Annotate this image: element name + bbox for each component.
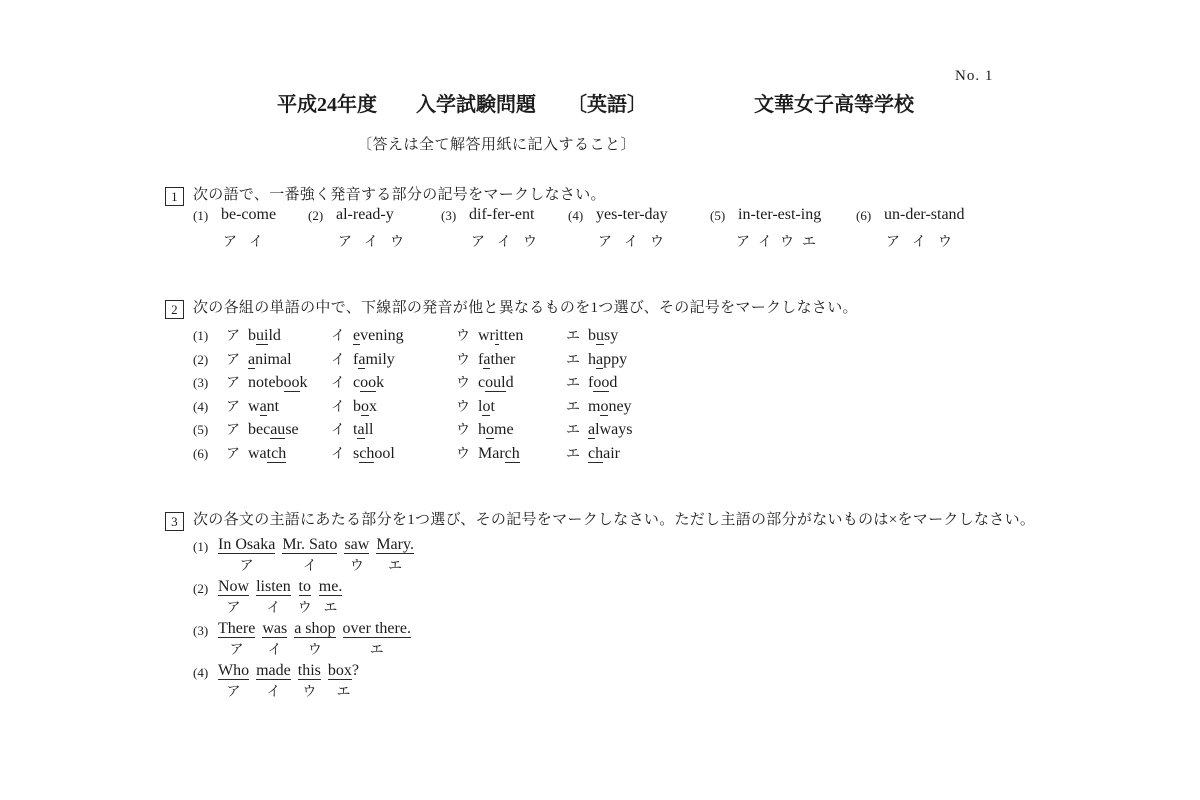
page-number: No. 1	[955, 68, 994, 84]
choice-mark: ア	[471, 235, 485, 250]
sentence-item	[193, 536, 421, 577]
sentence-segment	[282, 536, 337, 577]
word-option	[331, 443, 456, 463]
word-suffix: me	[494, 421, 514, 438]
choice-mark: ウ	[456, 446, 470, 462]
section3-number-box: 3	[165, 512, 184, 531]
syllabified-word: yes-ter-day	[596, 206, 668, 223]
underlined-segment: Mr. Sato	[282, 536, 338, 553]
choice-marks-row	[598, 231, 710, 251]
choice-mark: ウ	[456, 352, 470, 368]
word-suffix: d	[505, 374, 514, 391]
choice-mark: ア	[226, 399, 240, 415]
word-option	[456, 372, 566, 392]
word-suffix: k	[299, 374, 308, 391]
choice-mark: イ	[331, 376, 345, 391]
word-suffix: ther	[490, 350, 516, 368]
sentence-item	[193, 578, 421, 619]
choice-mark: エ	[566, 446, 580, 462]
choice-mark: ウ	[523, 235, 537, 250]
choice-mark: ア	[736, 235, 750, 250]
underlined-segment: In Osaka	[218, 536, 276, 553]
segment-text-line	[218, 578, 249, 596]
word-suffix: sy	[604, 327, 619, 344]
sentence-segment	[218, 578, 249, 619]
underlined-letters: au	[270, 421, 286, 438]
choice-mark: イ	[267, 643, 282, 658]
choice-mark: ア	[239, 559, 254, 574]
choice-marks-row	[223, 231, 308, 251]
choice-mark: ア	[226, 329, 240, 344]
underlined-segment: listen	[256, 578, 291, 595]
choice-mark: ア	[223, 235, 237, 250]
option-word	[353, 374, 384, 392]
choice-mark: ウ	[456, 329, 470, 344]
word-prefix: wr	[478, 327, 495, 344]
word-prefix: c	[478, 374, 486, 391]
underlined-letters: a	[483, 350, 491, 368]
sentence-segment	[328, 662, 359, 703]
underlined-letters: ui	[256, 327, 269, 344]
word-suffix: mily	[365, 350, 395, 368]
word-suffix: d	[609, 374, 618, 391]
choice-mark: ウ	[302, 685, 317, 700]
option-word	[478, 421, 514, 439]
choice-mark: イ	[331, 329, 345, 344]
sentence-segment	[256, 578, 291, 619]
choice-mark: イ	[331, 423, 345, 438]
stress-item-word-line	[856, 206, 965, 224]
choice-mark: エ	[566, 376, 580, 391]
choice-mark: ウ	[390, 235, 404, 250]
choice-mark: ア	[226, 446, 240, 462]
word-prefix: s	[353, 444, 360, 462]
item-number: (3)	[441, 208, 457, 223]
segment-text-line	[218, 536, 275, 554]
choice-mark: イ	[266, 601, 281, 616]
underlined-letters: u	[596, 327, 604, 344]
underlined-letters: oo	[283, 374, 300, 391]
item-number: (6)	[193, 445, 209, 461]
option-word	[248, 445, 286, 463]
stress-item	[856, 206, 965, 251]
underlined-letters: tch	[266, 444, 287, 462]
word-suffix: ool	[374, 444, 395, 462]
word-suffix: vening	[360, 327, 404, 344]
choice-mark: ウ	[307, 643, 322, 658]
choice-mark: ア	[886, 235, 900, 250]
exam-subject: 〔英語〕	[567, 94, 647, 116]
choice-mark: イ	[266, 685, 281, 700]
word-option	[566, 325, 632, 345]
word-prefix: noteb	[248, 374, 284, 391]
choice-mark: イ	[302, 559, 317, 574]
section2-instruction: 次の各組の単語の中で、下線部の発音が他と異なるものを1つ選び、その記号をマークしなさい。	[193, 300, 858, 316]
choice-mark: ウ	[938, 235, 952, 250]
choice-mark: イ	[331, 399, 345, 415]
item-number: (4)	[568, 208, 584, 223]
sentence-segment	[218, 662, 249, 703]
segment-text-line	[256, 578, 291, 596]
word-prefix: c	[353, 374, 361, 391]
word-suffix: se	[285, 421, 299, 438]
option-word	[478, 445, 520, 463]
segment-text-line	[218, 662, 249, 680]
choice-mark: イ	[331, 446, 345, 462]
choice-mark: ア	[226, 423, 240, 438]
word-suffix: air	[603, 444, 620, 462]
sentence-segment	[298, 662, 321, 703]
syllabified-word: un-der-stand	[884, 206, 965, 223]
underlined-letters: a	[596, 350, 604, 368]
word-prefix: w	[248, 397, 260, 415]
sentence-segment	[298, 578, 312, 619]
segment-text-line	[298, 662, 321, 680]
item-number: (3)	[193, 623, 209, 638]
option-word	[353, 445, 395, 463]
choice-marks-row	[338, 231, 441, 251]
option-word	[588, 445, 620, 463]
section1-number-box: 1	[165, 187, 184, 206]
word-option	[226, 443, 331, 463]
item-number: (2)	[193, 581, 209, 596]
stress-item-word-line	[568, 206, 710, 224]
underlined-letters: ch	[504, 444, 520, 462]
underlined-letters: a	[248, 350, 256, 368]
word-suffix: x	[369, 397, 377, 415]
underlined-segment: saw	[344, 536, 370, 553]
choice-mark: エ	[566, 352, 580, 368]
stress-item-word-line	[193, 206, 308, 224]
section3-items	[193, 536, 421, 704]
item-number: (6)	[856, 208, 872, 223]
underlined-segment: Mary.	[376, 536, 414, 553]
stress-item-word-line	[441, 206, 568, 224]
underlined-letters: a	[259, 397, 267, 415]
underlined-letters: o	[361, 397, 369, 415]
choice-marks-row	[886, 231, 965, 251]
choice-mark: イ	[331, 352, 345, 368]
exam-title: 入学試験問題	[416, 94, 536, 116]
school-name: 文華女子高等学校	[754, 94, 914, 116]
underlined-segment: this	[297, 662, 321, 679]
segment-text-line	[218, 620, 255, 638]
section3-header	[165, 508, 1035, 531]
exam-year: 平成24年度	[277, 94, 377, 116]
section3-instruction: 次の各文の主語にあたる部分を1つ選び、その記号をマークしなさい。ただし主語の部分がないものは×をマークしなさい。	[193, 512, 1036, 528]
sentence-segment	[319, 578, 343, 619]
answer-instruction-note: 〔答えは全て解答用紙に記入すること〕	[357, 137, 637, 153]
stress-item	[193, 206, 308, 251]
word-prefix: l	[478, 397, 483, 415]
section1-items	[193, 206, 965, 251]
word-option	[226, 419, 331, 439]
item-number: (1)	[193, 539, 209, 554]
word-prefix: wa	[248, 444, 267, 462]
word-suffix: k	[376, 374, 385, 391]
word-option	[566, 372, 632, 392]
choice-mark: エ	[566, 399, 580, 415]
word-option	[331, 396, 456, 416]
word-option	[456, 349, 566, 369]
choice-mark: エ	[566, 423, 580, 438]
word-prefix: b	[588, 327, 596, 344]
word-suffix: ney	[608, 397, 632, 415]
word-option	[226, 325, 331, 345]
option-word	[353, 351, 395, 369]
word-suffix: nt	[266, 397, 280, 415]
word-option	[456, 325, 566, 345]
choice-mark: エ	[323, 601, 338, 616]
underlined-letters: oo	[360, 374, 377, 391]
option-word	[588, 374, 617, 392]
word-suffix: ld	[268, 327, 281, 344]
underlined-letters: a	[357, 421, 365, 438]
choice-mark: ウ	[349, 559, 364, 574]
segment-text-line	[319, 578, 343, 596]
underlined-letters: oo	[593, 374, 610, 391]
option-word	[478, 351, 515, 369]
item-number: (4)	[193, 398, 209, 414]
word-suffix: nimal	[255, 350, 292, 368]
sentence-segment	[344, 536, 369, 577]
word-suffix: t	[490, 397, 495, 415]
sentence-item	[193, 620, 421, 661]
choice-mark: イ	[624, 235, 638, 250]
underlined-letters: i	[494, 327, 500, 344]
pronunciation-row	[193, 419, 632, 443]
underlined-segment: Who	[218, 662, 250, 679]
choice-mark: イ	[249, 235, 263, 250]
word-option	[456, 443, 566, 463]
choice-mark: エ	[369, 643, 384, 658]
sentence-segment	[343, 620, 411, 661]
underlined-letters: ch	[359, 444, 375, 462]
segment-text-line	[299, 578, 311, 596]
section2-rows	[193, 325, 632, 466]
word-option	[456, 396, 566, 416]
segment-text-line	[256, 662, 291, 680]
pronunciation-row	[193, 396, 632, 420]
choice-mark: エ	[388, 559, 403, 574]
item-number: (1)	[193, 208, 209, 223]
sentence-segment	[256, 662, 291, 703]
pronunciation-row	[193, 325, 632, 349]
choice-mark: イ	[912, 235, 926, 250]
word-prefix: h	[478, 421, 486, 438]
choice-mark: エ	[336, 685, 351, 700]
word-option	[456, 419, 566, 439]
syllabified-word: dif-fer-ent	[469, 206, 535, 223]
item-number: (5)	[193, 422, 209, 437]
word-prefix: m	[588, 397, 601, 415]
pronunciation-row	[193, 372, 632, 396]
underlined-segment: made	[256, 662, 291, 679]
word-option	[226, 372, 331, 392]
stress-item	[308, 206, 441, 251]
segmented-sentence	[218, 662, 366, 703]
underlined-segment: There	[218, 620, 256, 637]
word-suffix: ll	[364, 421, 374, 438]
underlined-segment: me.	[318, 578, 343, 595]
underlined-letters: a	[358, 350, 366, 368]
word-prefix: b	[248, 327, 256, 344]
choice-mark: ウ	[456, 376, 470, 391]
underlined-segment: to	[298, 578, 311, 595]
underlined-segment: was	[262, 620, 288, 637]
option-word	[248, 398, 279, 416]
choice-mark: イ	[364, 235, 378, 250]
sentence-item	[193, 662, 421, 703]
segment-text-line	[328, 662, 359, 680]
item-number: (3)	[193, 375, 209, 390]
underlined-segment: a shop	[294, 620, 336, 637]
choice-marks-row	[736, 231, 856, 251]
item-number: (1)	[193, 328, 209, 343]
syllabified-word: be-come	[221, 206, 277, 223]
underlined-letters: o	[600, 397, 609, 415]
word-option	[566, 419, 632, 439]
option-word	[353, 398, 377, 416]
choice-mark: ウ	[456, 399, 470, 415]
underlined-letters: o	[482, 397, 491, 415]
exam-header	[277, 88, 914, 117]
underlined-segment: over there.	[342, 620, 411, 637]
choice-mark: ア	[229, 643, 244, 658]
underlined-letters: e	[353, 327, 361, 344]
word-prefix: f	[353, 350, 359, 368]
stress-item	[568, 206, 710, 251]
word-suffix: lways	[595, 421, 633, 438]
item-number: (5)	[710, 208, 726, 223]
word-prefix: t	[353, 421, 358, 438]
segmented-sentence	[218, 578, 349, 619]
option-word	[588, 327, 618, 345]
underlined-letters: ch	[588, 444, 604, 462]
stress-item-word-line	[308, 206, 441, 224]
word-prefix: h	[588, 350, 596, 368]
segmented-sentence	[218, 620, 418, 661]
segmented-sentence	[218, 536, 421, 577]
word-suffix: ppy	[603, 350, 628, 368]
option-word	[588, 351, 627, 369]
choice-mark: ア	[338, 235, 352, 250]
choice-mark: ア	[226, 601, 241, 616]
stress-item	[710, 206, 856, 251]
word-option	[226, 396, 331, 416]
word-prefix: b	[353, 397, 361, 415]
word-option	[331, 349, 456, 369]
word-prefix: f	[588, 374, 594, 391]
choice-mark: ア	[226, 376, 240, 391]
sentence-segment	[218, 620, 255, 661]
section1-instruction: 次の語で、一番強く発音する部分の記号をマークしなさい。	[193, 187, 606, 203]
option-word	[478, 374, 514, 392]
underlined-letters: o	[486, 421, 494, 438]
choice-mark: ウ	[780, 235, 794, 250]
item-number: (2)	[308, 208, 324, 223]
segment-text-line	[262, 620, 287, 638]
word-option	[566, 349, 632, 369]
option-word	[248, 327, 281, 345]
underlined-segment: Now	[218, 578, 250, 595]
sentence-segment	[262, 620, 287, 661]
choice-mark: ア	[598, 235, 612, 250]
section1-header	[165, 183, 606, 206]
word-suffix: tten	[499, 327, 524, 344]
segment-text-line	[343, 620, 411, 638]
option-word	[353, 327, 404, 345]
word-option	[331, 372, 456, 392]
option-word	[248, 351, 292, 369]
choice-mark: エ	[802, 235, 816, 250]
choice-mark: エ	[566, 329, 580, 344]
segment-text-line	[282, 536, 337, 554]
word-option	[331, 325, 456, 345]
segment-text-line	[294, 620, 335, 638]
item-number: (2)	[193, 351, 209, 367]
choice-mark: ア	[226, 685, 241, 700]
word-prefix: bec	[248, 421, 271, 438]
choice-mark: ウ	[456, 423, 470, 438]
sentence-segment	[376, 536, 414, 577]
item-number: (4)	[193, 665, 209, 680]
stress-item	[441, 206, 568, 251]
option-word	[478, 398, 495, 416]
option-word	[248, 374, 308, 392]
segment-punctuation: ?	[351, 662, 359, 679]
underlined-segment: box	[327, 662, 352, 679]
option-word	[478, 327, 523, 345]
underlined-letters: oul	[485, 374, 506, 391]
choice-mark: ウ	[297, 601, 312, 616]
option-word	[353, 421, 373, 439]
choice-marks-row	[471, 231, 568, 251]
word-option	[331, 419, 456, 439]
underlined-letters: a	[588, 421, 596, 438]
pronunciation-row	[193, 443, 632, 467]
sentence-segment	[294, 620, 335, 661]
word-prefix: f	[478, 350, 484, 368]
word-option	[566, 396, 632, 416]
segment-text-line	[344, 536, 369, 554]
choice-mark: イ	[758, 235, 772, 250]
stress-item-word-line	[710, 206, 856, 224]
section2-header	[165, 296, 858, 319]
word-option	[226, 349, 331, 369]
word-prefix: Mar	[478, 444, 505, 462]
choice-mark: イ	[497, 235, 511, 250]
choice-mark: ウ	[650, 235, 664, 250]
section2-number-box: 2	[165, 300, 184, 319]
word-option	[566, 443, 632, 463]
pronunciation-row	[193, 349, 632, 373]
choice-mark: ア	[226, 352, 240, 368]
syllabified-word: in-ter-est-ing	[738, 206, 822, 223]
sentence-segment	[218, 536, 275, 577]
segment-text-line	[376, 536, 414, 554]
option-word	[248, 421, 299, 439]
option-word	[588, 421, 632, 439]
syllabified-word: al-read-y	[336, 206, 394, 223]
option-word	[588, 398, 632, 416]
